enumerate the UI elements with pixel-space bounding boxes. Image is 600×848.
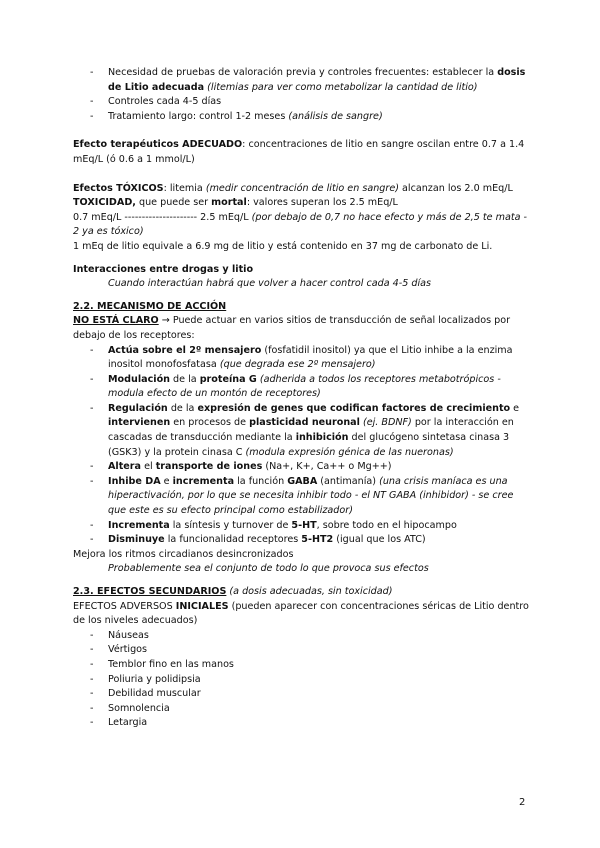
- equivalence: 1 mEq de litio equivale a 6.9 mg de litio y está contenido en 37 mg de carbonato de Li.: [73, 240, 493, 252]
- list-item: - Temblor fino en las manos: [73, 658, 531, 673]
- mecanismo-closing: Mejora los ritmos circadianos desincronizados: [73, 548, 294, 560]
- toxic-range: 0.7 mEq/L --------------------- 2.5 mEq/L (por debajo de 0,7 no hace efecto y más de 2,5 te mata - 2 ya es tóxico): [73, 211, 527, 238]
- secundarios-list: [73, 629, 531, 731]
- list-item: - Letargia: [73, 716, 531, 731]
- interacciones-note: Cuando interactúan habrá que volver a hacer control cada 4-5 días: [108, 278, 432, 290]
- secundarios-title: 2.3. EFECTOS SECUNDARIOS (a dosis adecuadas, sin toxicidad): [73, 586, 393, 597]
- list-item: - Poliuria y polidipsia: [73, 673, 531, 688]
- list-item: - Necesidad de pruebas de valoración previa y controles frecuentes: establecer la dosis de Litio adecuada (litemias para ver como metabolizar la cantidad de litio): [73, 66, 531, 95]
- page-number: 2: [519, 797, 526, 808]
- list-item: - Tratamiento largo: control 1-2 meses (análisis de sangre): [73, 110, 531, 125]
- list-item: - Regulación de la expresión de genes que codifican factores de crecimiento e intervienen en procesos de plasticidad neuronal (ej. BDNF) por la interacción en cascadas de transducción mediante la inhibición del glucógeno sintetasa cinasa 3 (GSK3) y la protein cinasa C (modula expresión génica de las nueronas): [73, 402, 531, 460]
- monitoring-list: [73, 66, 531, 124]
- efecto-adecuado: Efecto terapéuticos ADECUADO: concentraciones de litio en sangre oscilan entre 0.7 a 1.4 mEq/L (ó 0.6 a 1 mmol/L): [73, 139, 525, 165]
- list-item: - Debilidad muscular: [73, 687, 531, 702]
- list-item: - Náuseas: [73, 629, 531, 644]
- list-item: - Incrementa la síntesis y turnover de 5-HT, sobre todo en el hipocampo: [73, 519, 531, 534]
- mecanismo-list: [73, 344, 531, 548]
- list-item: - Vértigos: [73, 643, 531, 658]
- list-item: - Controles cada 4-5 días: [73, 95, 531, 110]
- interacciones-title: Interacciones entre drogas y litio: [73, 263, 254, 275]
- list-item: - Somnolencia: [73, 702, 531, 717]
- mecanismo-lead: NO ESTÁ CLARO → Puede actuar en varios sitios de transducción de señal localizados por debajo de los receptores:: [73, 315, 511, 341]
- mecanismo-title: 2.2. MECANISMO DE ACCIÓN: [73, 300, 227, 312]
- mecanismo-closing-note: Probablemente sea el conjunto de todo lo que provoca sus efectos: [108, 563, 429, 575]
- list-item: - Inhibe DA e incrementa la función GABA (antimanía) (una crisis maníaca es una hiperactivación, por lo que se necesita inhibir todo - el NT GABA (inhibidor) - se cree que este es su efecto principal como estabilizador): [73, 475, 531, 519]
- list-item: - Disminuye la funcionalidad receptores 5-HT2 (igual que los ATC): [73, 533, 531, 548]
- document-page: [73, 66, 531, 731]
- list-item: - Actúa sobre el 2º mensajero (fosfatidil inositol) ya que el Litio inhibe a la enzima inositol monofosfatasa (que degrada ese 2º mensajero): [73, 344, 531, 373]
- list-item: - Altera el transporte de iones (Na+, K+, Ca++ o Mg++): [73, 460, 531, 475]
- secundarios-lead: EFECTOS ADVERSOS INICIALES (pueden aparecer con concentraciones séricas de Litio dentro de los niveles adecuados): [73, 600, 529, 627]
- list-item: - Modulación de la proteína G (adherida a todos los receptores metabotrópicos - modula efecto de un montón de receptores): [73, 373, 531, 402]
- efectos-toxicos: Efectos TÓXICOS: litemia (medir concentración de litio en sangre) alcanzan los 2.0 mEq/L TOXICIDAD, que puede ser mortal: valores superan los 2.5 mEq/L: [73, 182, 513, 209]
